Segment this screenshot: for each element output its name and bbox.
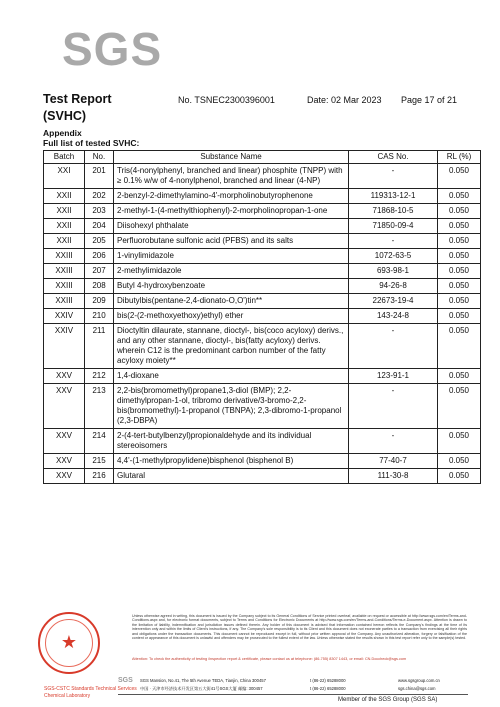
- cell-cas: 71850-09-4: [349, 219, 438, 234]
- cell-cas: -: [349, 164, 438, 189]
- cell-no: 216: [85, 469, 114, 484]
- svhc-table: [43, 150, 481, 484]
- cell-batch: XXII: [44, 204, 85, 219]
- table-row: [44, 369, 481, 384]
- logo-area: [0, 0, 500, 90]
- cell-rl: 0.050: [438, 369, 481, 384]
- cell-rl: 0.050: [438, 264, 481, 279]
- cell-cas: 1072-63-5: [349, 249, 438, 264]
- cell-rl: 0.050: [438, 204, 481, 219]
- cell-rl: 0.050: [438, 309, 481, 324]
- cell-no: 203: [85, 204, 114, 219]
- table-header-row: [44, 151, 481, 164]
- cell-rl: 0.050: [438, 249, 481, 264]
- cell-rl: 0.050: [438, 219, 481, 234]
- authenticity-notice: Attention: To check the authenticity of testing /inspection report & certificate, please contact us at telephone: (86-755) 8307 1443, or email: CN.Doccheck@sgs.com: [132, 657, 407, 661]
- cell-substance: Butyl 4-hydroxybenzoate: [114, 279, 349, 294]
- appendix-label: Appendix: [43, 128, 82, 138]
- table-row: [44, 219, 481, 234]
- cell-cas: 143-24-8: [349, 309, 438, 324]
- cell-batch: XXV: [44, 429, 85, 454]
- cell-batch: XXI: [44, 164, 85, 189]
- cell-no: 207: [85, 264, 114, 279]
- cell-rl: 0.050: [438, 454, 481, 469]
- cell-rl: 0.050: [438, 324, 481, 369]
- col-substance: Substance Name: [114, 151, 349, 164]
- cell-batch: XXIII: [44, 294, 85, 309]
- cell-batch: XXIV: [44, 309, 85, 324]
- phone-en: t (86-22) 65288000: [310, 678, 346, 683]
- cell-cas: 71868-10-5: [349, 204, 438, 219]
- email: sgs.china@sgs.com: [398, 686, 436, 691]
- cell-substance: 1,4-dioxane: [114, 369, 349, 384]
- star-icon: ★: [60, 632, 78, 652]
- cell-substance: bis(2-(2-methoxyethoxy)ethyl) ether: [114, 309, 349, 324]
- cell-cas: 111-30-8: [349, 469, 438, 484]
- cell-rl: 0.050: [438, 279, 481, 294]
- cell-batch: XXII: [44, 189, 85, 204]
- cell-no: 215: [85, 454, 114, 469]
- table-row: [44, 384, 481, 429]
- cell-rl: 0.050: [438, 429, 481, 454]
- cell-substance: 2-benzyl-2-dimethylamino-4'-morpholinobutyrophenone: [114, 189, 349, 204]
- cell-no: 206: [85, 249, 114, 264]
- cell-rl: 0.050: [438, 234, 481, 249]
- table-row: [44, 234, 481, 249]
- table-row: [44, 469, 481, 484]
- phone-cn: t (86-22) 65288000: [310, 686, 346, 691]
- cell-no: 212: [85, 369, 114, 384]
- seal-caption: SGS-CSTC Standards Technical Services: [44, 686, 137, 692]
- cell-cas: 94-26-8: [349, 279, 438, 294]
- table-row: [44, 279, 481, 294]
- cell-substance: 2-methylimidazole: [114, 264, 349, 279]
- cell-substance: Glutaral: [114, 469, 349, 484]
- cell-cas: 119313-12-1: [349, 189, 438, 204]
- cell-batch: XXIII: [44, 264, 85, 279]
- cell-cas: 77-40-7: [349, 454, 438, 469]
- cell-cas: 693-98-1: [349, 264, 438, 279]
- cell-no: 208: [85, 279, 114, 294]
- table-row: [44, 309, 481, 324]
- cell-rl: 0.050: [438, 384, 481, 429]
- cell-no: 211: [85, 324, 114, 369]
- legal-disclaimer: Unless otherwise agreed in writing, this document is issued by the Company subject to its General Conditions of Service printed overleaf, available on request or accessible at http://www.sgs.com/en/Terms-and-Conditions.aspx and, for electronic format documents, subject to Terms and Conditions for Electronic Documents at http://www.sgs.com/en/Terms-and-Conditions/Terms-e-Document.aspx. Attention is drawn to the limitation of liability, indemnification and jurisdiction issues defined therein. Any holder of this document is advised that information contained hereon reflects the Company's findings at the time of its intervention only and within the limits of Client's instructions, if any. The Company's sole responsibility is to its Client and this document does not exonerate parties to a transaction from exercising all their rights and obligations under the transaction documents. This document cannot be reproduced except in full, without prior written approval of the Company. Any unauthorized alteration, forgery or falsification of the content or appearance of this document is unlawful and offenders may be prosecuted to the fullest extent of the law. Unless otherwise stated the results shown in this test report refer only to the sample(s) tested.: [132, 614, 467, 641]
- cell-batch: XXV: [44, 454, 85, 469]
- cell-no: 213: [85, 384, 114, 429]
- col-batch: Batch: [44, 151, 85, 164]
- footer-divider: [118, 694, 468, 695]
- col-cas: CAS No.: [349, 151, 438, 164]
- cell-cas: -: [349, 234, 438, 249]
- cell-no: 209: [85, 294, 114, 309]
- report-number: No. TSNEC2300396001: [178, 95, 275, 105]
- cell-rl: 0.050: [438, 469, 481, 484]
- report-date: Date: 02 Mar 2023: [307, 95, 382, 105]
- footer-sgs-logo: SGS: [118, 677, 133, 684]
- cell-cas: -: [349, 429, 438, 454]
- cell-rl: 0.050: [438, 189, 481, 204]
- cell-batch: XXIII: [44, 249, 85, 264]
- cell-no: 205: [85, 234, 114, 249]
- cell-no: 202: [85, 189, 114, 204]
- col-no: No.: [85, 151, 114, 164]
- cell-substance: 2-(4-tert-butylbenzyl)propionaldehyde and its individual stereoisomers: [114, 429, 349, 454]
- laboratory-seal: [38, 612, 100, 674]
- cell-no: 210: [85, 309, 114, 324]
- cell-substance: 2,2-bis(bromomethyl)propane1,3-diol (BMP); 2,2-dimethylpropan-1-ol, tribromo derivative/3-bromo-2,2-bis(bromomethyl)-1-propanol (TBNPA); 2,3-dibromo-1-propanol (2,3-DBPA): [114, 384, 349, 429]
- table-row: [44, 164, 481, 189]
- cell-cas: -: [349, 384, 438, 429]
- cell-rl: 0.050: [438, 294, 481, 309]
- list-title: Full list of tested SVHC:: [43, 138, 140, 148]
- report-title: Test Report: [43, 92, 112, 106]
- member-note: Member of the SGS Group (SGS SA): [338, 697, 438, 703]
- cell-cas: 123-91-1: [349, 369, 438, 384]
- cell-substance: 1-vinylimidazole: [114, 249, 349, 264]
- cell-cas: -: [349, 324, 438, 369]
- table-row: [44, 294, 481, 309]
- seal-caption-lab: Chemical Laboratory: [44, 693, 91, 699]
- table-row: [44, 264, 481, 279]
- cell-batch: XXV: [44, 469, 85, 484]
- cell-rl: 0.050: [438, 164, 481, 189]
- cell-substance: Tris(4-nonylphenyl, branched and linear) phosphite (TNPP) with ≥ 0.1% w/w of 4-nonylphenol, branched and linear (4-NP): [114, 164, 349, 189]
- table-row: [44, 324, 481, 369]
- cell-batch: XXII: [44, 219, 85, 234]
- col-rl: RL (%): [438, 151, 481, 164]
- cell-batch: XXII: [44, 234, 85, 249]
- table-row: [44, 204, 481, 219]
- cell-batch: XXV: [44, 384, 85, 429]
- address-cn: 中国 · 天津市经济技术开发区第五大街41号SGS大厦 邮编: 300457: [140, 686, 263, 691]
- cell-substance: Diisohexyl phthalate: [114, 219, 349, 234]
- cell-batch: XXIII: [44, 279, 85, 294]
- page-indicator: Page 17 of 21: [401, 95, 458, 105]
- report-subtitle: (SVHC): [43, 109, 87, 123]
- cell-substance: 2-methyl-1-(4-methylthiophenyl)-2-morpholinopropan-1-one: [114, 204, 349, 219]
- table-row: [44, 189, 481, 204]
- appendix-heading: [43, 128, 139, 148]
- table-row: [44, 454, 481, 469]
- cell-no: 214: [85, 429, 114, 454]
- cell-substance: Perfluorobutane sulfonic acid (PFBS) and its salts: [114, 234, 349, 249]
- cell-batch: XXIV: [44, 324, 85, 369]
- website: www.sgsgroup.com.cn: [398, 678, 440, 683]
- cell-cas: 22673-19-4: [349, 294, 438, 309]
- cell-substance: Dioctyltin dilaurate, stannane, dioctyl-, bis(coco acyloxy) derivs., and any other stannane, dioctyl-, bis(fatty acyloxy) derivs. wherein C12 is the predominant carbon number of the fatty acyloxy moiety**: [114, 324, 349, 369]
- table-row: [44, 249, 481, 264]
- cell-batch: XXV: [44, 369, 85, 384]
- table-row: [44, 429, 481, 454]
- cell-no: 204: [85, 219, 114, 234]
- cell-substance: Dibutylbis(pentane-2,4-dionato-O,O')tin**: [114, 294, 349, 309]
- cell-no: 201: [85, 164, 114, 189]
- address-en: SGS Mansion, No.41, The 5th Avenue TEDA, Tianjin, China 300457: [140, 678, 266, 683]
- cell-substance: 4,4'-(1-methylpropylidene)bisphenol (bisphenol B): [114, 454, 349, 469]
- sgs-logo: SGS: [62, 23, 163, 75]
